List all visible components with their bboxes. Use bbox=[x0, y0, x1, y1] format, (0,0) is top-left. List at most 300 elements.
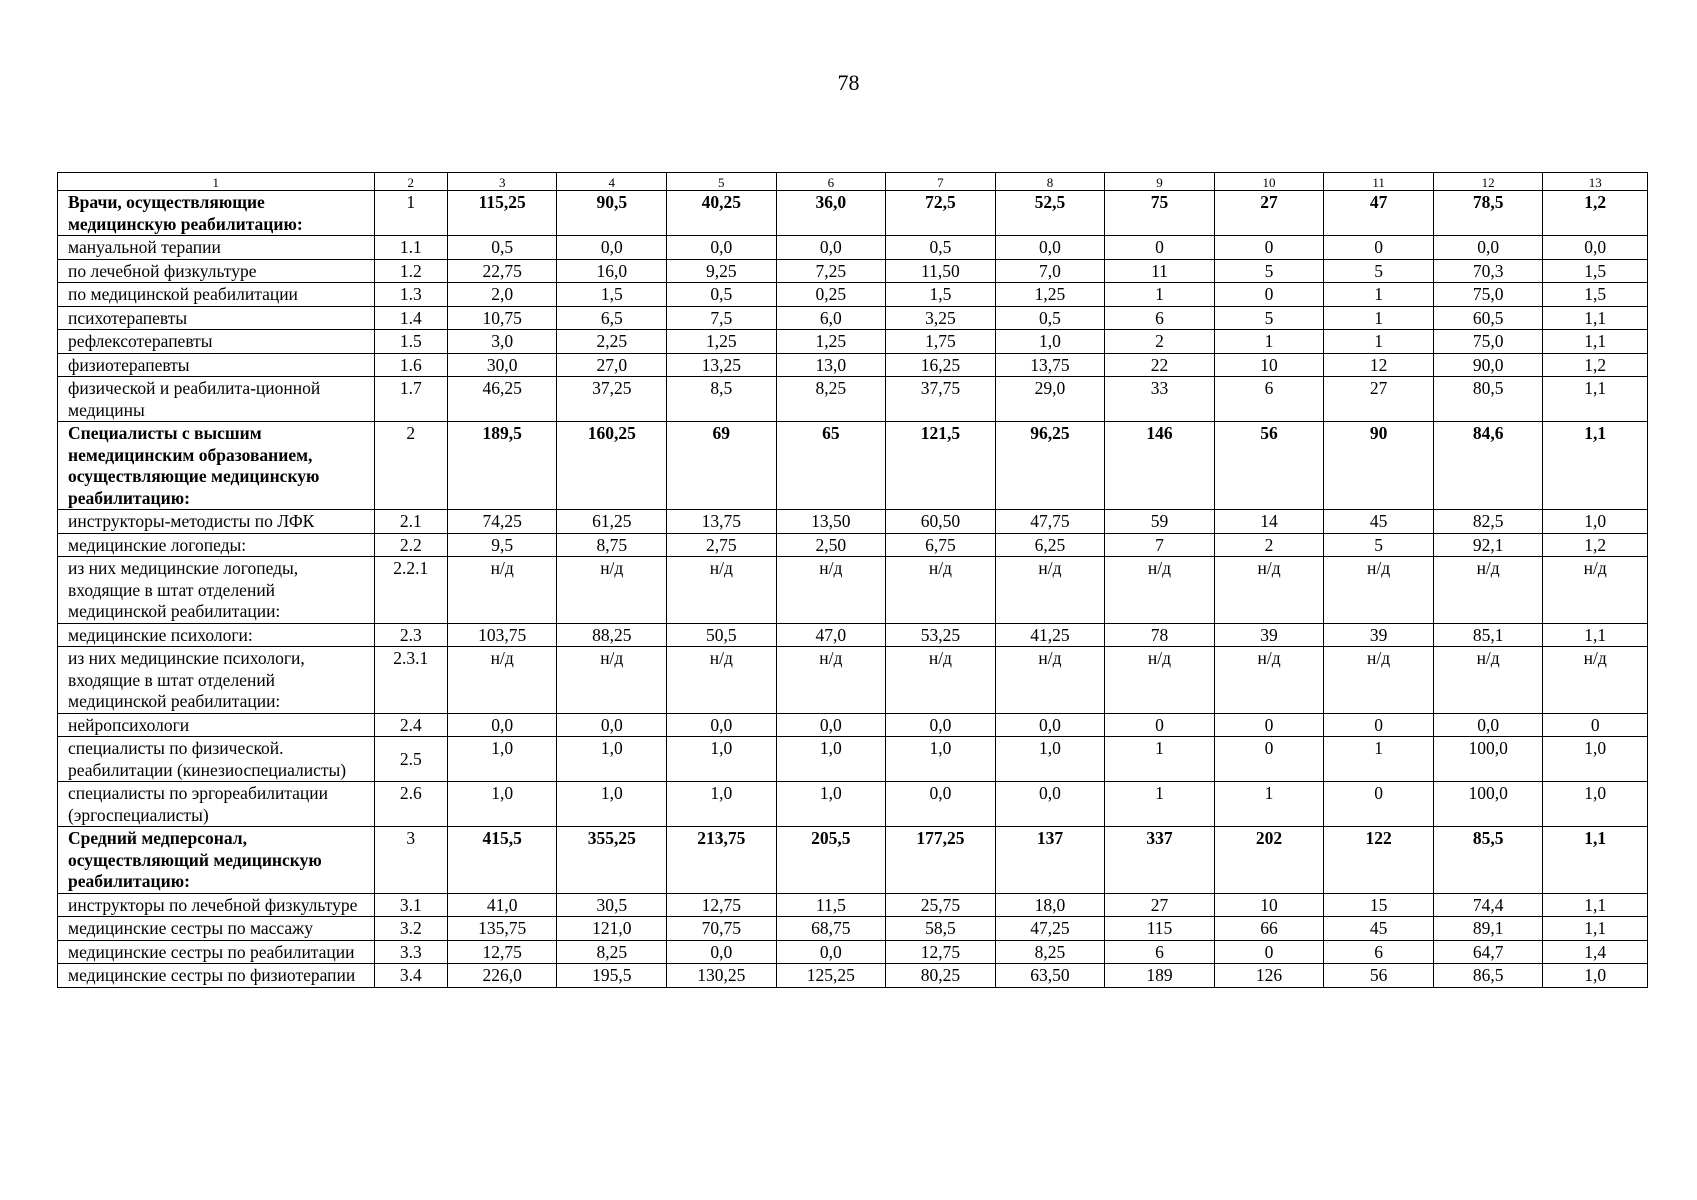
table-cell: 88,25 bbox=[557, 623, 667, 647]
table-cell: 30,5 bbox=[557, 893, 667, 917]
table-cell: 5 bbox=[1214, 259, 1324, 283]
table-cell: 0 bbox=[1214, 236, 1324, 260]
table-cell: 2,50 bbox=[776, 533, 886, 557]
table-cell: 8,75 bbox=[557, 533, 667, 557]
table-cell: 226,0 bbox=[447, 964, 557, 988]
table-cell: 0,0 bbox=[886, 782, 996, 827]
table-cell: 74,25 bbox=[447, 510, 557, 534]
table-cell: 5 bbox=[1324, 259, 1434, 283]
table-cell: 115 bbox=[1105, 917, 1215, 941]
table-cell: 89,1 bbox=[1433, 917, 1543, 941]
table-cell: 1,1 bbox=[1543, 422, 1648, 510]
table-cell: 1,75 bbox=[886, 330, 996, 354]
table-cell: 1,1 bbox=[1543, 306, 1648, 330]
row-name: Врачи, осуществляющие медицинскую реабилитацию: bbox=[58, 191, 375, 236]
table-cell: 1,0 bbox=[557, 737, 667, 782]
table-cell: 7 bbox=[1105, 533, 1215, 557]
table-cell: 0,25 bbox=[776, 283, 886, 307]
table-cell: 0,0 bbox=[776, 713, 886, 737]
table-cell: 27 bbox=[1214, 191, 1324, 236]
table-cell: 10 bbox=[1214, 353, 1324, 377]
row-code: 2.2.1 bbox=[374, 557, 447, 624]
table-cell: 0 bbox=[1543, 713, 1648, 737]
row-name: медицинские сестры по реабилитации bbox=[58, 940, 375, 964]
table-cell: 69 bbox=[667, 422, 777, 510]
table-cell: 27 bbox=[1105, 893, 1215, 917]
table-cell: 1,25 bbox=[776, 330, 886, 354]
table-cell: 6 bbox=[1105, 306, 1215, 330]
column-number: 1 bbox=[58, 173, 375, 191]
row-name: медицинские логопеды: bbox=[58, 533, 375, 557]
table-cell: 1,0 bbox=[1543, 737, 1648, 782]
table-cell: 18,0 bbox=[995, 893, 1105, 917]
table-cell: 6,25 bbox=[995, 533, 1105, 557]
staffing-table bbox=[57, 172, 1648, 988]
table-cell: 0,5 bbox=[667, 283, 777, 307]
row-name: специалисты по физической. реабилитации (кинезиоспециалисты) bbox=[58, 737, 375, 782]
table-cell: 61,25 bbox=[557, 510, 667, 534]
table-cell: 58,5 bbox=[886, 917, 996, 941]
table-cell: 47,0 bbox=[776, 623, 886, 647]
table-cell: 8,25 bbox=[995, 940, 1105, 964]
table-cell: 7,0 bbox=[995, 259, 1105, 283]
table-cell: 75,0 bbox=[1433, 283, 1543, 307]
table-row bbox=[58, 713, 1648, 737]
table-cell: 121,0 bbox=[557, 917, 667, 941]
table-cell: 7,25 bbox=[776, 259, 886, 283]
table-cell: 126 bbox=[1214, 964, 1324, 988]
table-cell: 0,0 bbox=[667, 713, 777, 737]
table-cell: 100,0 bbox=[1433, 737, 1543, 782]
table-cell: 45 bbox=[1324, 917, 1434, 941]
table-cell: 12 bbox=[1324, 353, 1434, 377]
table-cell: 202 bbox=[1214, 827, 1324, 894]
table-cell: 0 bbox=[1324, 236, 1434, 260]
row-code: 3 bbox=[374, 827, 447, 894]
table-cell: 115,25 bbox=[447, 191, 557, 236]
table-cell: 0,0 bbox=[557, 713, 667, 737]
table-cell: 1,0 bbox=[995, 330, 1105, 354]
table-cell: 2,75 bbox=[667, 533, 777, 557]
table-cell: 8,5 bbox=[667, 377, 777, 422]
table-cell: 1,0 bbox=[1543, 964, 1648, 988]
table-cell: 74,4 bbox=[1433, 893, 1543, 917]
table-cell: 1,0 bbox=[447, 782, 557, 827]
column-number: 10 bbox=[1214, 173, 1324, 191]
table-cell: 12,75 bbox=[447, 940, 557, 964]
table-cell: 63,50 bbox=[995, 964, 1105, 988]
table-cell: 60,5 bbox=[1433, 306, 1543, 330]
table-cell: 6,75 bbox=[886, 533, 996, 557]
table-cell: 65 bbox=[776, 422, 886, 510]
table-cell: 0,0 bbox=[557, 236, 667, 260]
column-number: 11 bbox=[1324, 173, 1434, 191]
table-cell: 56 bbox=[1324, 964, 1434, 988]
row-name: психотерапевты bbox=[58, 306, 375, 330]
table-cell: 60,50 bbox=[886, 510, 996, 534]
row-code: 1.7 bbox=[374, 377, 447, 422]
table-cell: н/д bbox=[1214, 647, 1324, 714]
table-cell: 12,75 bbox=[886, 940, 996, 964]
row-code: 3.1 bbox=[374, 893, 447, 917]
table-cell: н/д bbox=[995, 557, 1105, 624]
table-total-row bbox=[58, 191, 1648, 236]
table-cell: 14 bbox=[1214, 510, 1324, 534]
table-cell: 80,25 bbox=[886, 964, 996, 988]
column-number-row bbox=[58, 173, 1648, 191]
table-row bbox=[58, 330, 1648, 354]
table-cell: 130,25 bbox=[667, 964, 777, 988]
table-cell: 137 bbox=[995, 827, 1105, 894]
row-code: 3.2 bbox=[374, 917, 447, 941]
table-cell: 122 bbox=[1324, 827, 1434, 894]
table-cell: 56 bbox=[1214, 422, 1324, 510]
table-cell: 29,0 bbox=[995, 377, 1105, 422]
table-cell: 2,0 bbox=[447, 283, 557, 307]
table-cell: 1,5 bbox=[557, 283, 667, 307]
column-number: 5 bbox=[667, 173, 777, 191]
table-cell: 0 bbox=[1105, 236, 1215, 260]
table-cell: 52,5 bbox=[995, 191, 1105, 236]
table-total-row bbox=[58, 827, 1648, 894]
table-cell: 0 bbox=[1214, 737, 1324, 782]
table-cell: 135,75 bbox=[447, 917, 557, 941]
table-cell: 1,0 bbox=[776, 737, 886, 782]
table-cell: 1 bbox=[1105, 782, 1215, 827]
table-cell: н/д bbox=[557, 557, 667, 624]
table-cell: 355,25 bbox=[557, 827, 667, 894]
table-cell: 1 bbox=[1324, 330, 1434, 354]
row-name: Средний медперсонал, осуществляющий медицинскую реабилитацию: bbox=[58, 827, 375, 894]
table-cell: 11,5 bbox=[776, 893, 886, 917]
table-cell: 160,25 bbox=[557, 422, 667, 510]
table-cell: 1,0 bbox=[447, 737, 557, 782]
table-cell: 1 bbox=[1324, 306, 1434, 330]
table-row bbox=[58, 353, 1648, 377]
table-cell: 1,0 bbox=[667, 737, 777, 782]
table-cell: 7,5 bbox=[667, 306, 777, 330]
row-name: Специалисты с высшим немедицинским образованием, осуществляющие медицинскую реабилитацию: bbox=[58, 422, 375, 510]
row-code: 2.3.1 bbox=[374, 647, 447, 714]
table-cell: 1,0 bbox=[1543, 782, 1648, 827]
table-cell: 1 bbox=[1324, 283, 1434, 307]
table-cell: н/д bbox=[1433, 557, 1543, 624]
table-row bbox=[58, 623, 1648, 647]
table-cell: 0,0 bbox=[667, 236, 777, 260]
table-cell: 121,5 bbox=[886, 422, 996, 510]
table-cell: 8,25 bbox=[557, 940, 667, 964]
row-code: 2.5 bbox=[374, 737, 447, 782]
table-cell: 1,0 bbox=[557, 782, 667, 827]
table-cell: 13,75 bbox=[995, 353, 1105, 377]
table-row bbox=[58, 964, 1648, 988]
row-name: медицинские сестры по массажу bbox=[58, 917, 375, 941]
table-cell: 177,25 bbox=[886, 827, 996, 894]
table-cell: 1,2 bbox=[1543, 533, 1648, 557]
table-cell: 213,75 bbox=[667, 827, 777, 894]
table-cell: 195,5 bbox=[557, 964, 667, 988]
table-cell: 85,1 bbox=[1433, 623, 1543, 647]
table-cell: 13,75 bbox=[667, 510, 777, 534]
table-row bbox=[58, 306, 1648, 330]
table-cell: 13,25 bbox=[667, 353, 777, 377]
table-cell: 1,1 bbox=[1543, 330, 1648, 354]
table-cell: н/д bbox=[667, 647, 777, 714]
row-name: инструкторы по лечебной физкультуре bbox=[58, 893, 375, 917]
table-cell: 1,1 bbox=[1543, 893, 1648, 917]
table-cell: 5 bbox=[1324, 533, 1434, 557]
table-cell: 1,4 bbox=[1543, 940, 1648, 964]
table-cell: 0,0 bbox=[667, 940, 777, 964]
table-cell: 47,25 bbox=[995, 917, 1105, 941]
table-cell: 1,25 bbox=[667, 330, 777, 354]
table-cell: 75 bbox=[1105, 191, 1215, 236]
table-cell: н/д bbox=[995, 647, 1105, 714]
table-row bbox=[58, 893, 1648, 917]
column-number: 4 bbox=[557, 173, 667, 191]
row-name: медицинские сестры по физиотерапии bbox=[58, 964, 375, 988]
table-cell: 22,75 bbox=[447, 259, 557, 283]
table-cell: н/д bbox=[557, 647, 667, 714]
row-code: 2.1 bbox=[374, 510, 447, 534]
table-cell: 1,5 bbox=[1543, 283, 1648, 307]
table-cell: 16,25 bbox=[886, 353, 996, 377]
table-cell: 53,25 bbox=[886, 623, 996, 647]
table-cell: 9,25 bbox=[667, 259, 777, 283]
table-cell: 96,25 bbox=[995, 422, 1105, 510]
table-cell: 82,5 bbox=[1433, 510, 1543, 534]
table-row bbox=[58, 557, 1648, 624]
table-cell: 9,5 bbox=[447, 533, 557, 557]
table-cell: 1,0 bbox=[667, 782, 777, 827]
row-name: инструкторы-методисты по ЛФК bbox=[58, 510, 375, 534]
table-cell: 0,5 bbox=[995, 306, 1105, 330]
table-cell: 0 bbox=[1214, 940, 1324, 964]
table-cell: н/д bbox=[1105, 557, 1215, 624]
row-code: 1.2 bbox=[374, 259, 447, 283]
row-code: 2.4 bbox=[374, 713, 447, 737]
table-cell: 6 bbox=[1105, 940, 1215, 964]
table-cell: 1,1 bbox=[1543, 917, 1648, 941]
column-number: 8 bbox=[995, 173, 1105, 191]
table-cell: н/д bbox=[1543, 647, 1648, 714]
table-cell: 47,75 bbox=[995, 510, 1105, 534]
table-cell: 3,0 bbox=[447, 330, 557, 354]
table-cell: 72,5 bbox=[886, 191, 996, 236]
row-name: мануальной терапии bbox=[58, 236, 375, 260]
table-cell: 1,25 bbox=[995, 283, 1105, 307]
table-cell: 0,0 bbox=[995, 236, 1105, 260]
table-cell: 36,0 bbox=[776, 191, 886, 236]
table-cell: н/д bbox=[1214, 557, 1324, 624]
table-cell: 146 bbox=[1105, 422, 1215, 510]
table-cell: н/д bbox=[447, 647, 557, 714]
table-cell: 0,0 bbox=[447, 713, 557, 737]
table-row bbox=[58, 259, 1648, 283]
table-cell: 40,25 bbox=[667, 191, 777, 236]
table-cell: н/д bbox=[776, 557, 886, 624]
table-cell: 1 bbox=[1105, 283, 1215, 307]
table-cell: н/д bbox=[667, 557, 777, 624]
table-cell: 2 bbox=[1105, 330, 1215, 354]
table-cell: 92,1 bbox=[1433, 533, 1543, 557]
table-cell: н/д bbox=[776, 647, 886, 714]
table-cell: 125,25 bbox=[776, 964, 886, 988]
row-code: 1.4 bbox=[374, 306, 447, 330]
table-cell: 1,1 bbox=[1543, 623, 1648, 647]
table-cell: 41,25 bbox=[995, 623, 1105, 647]
table-cell: 0,0 bbox=[1433, 236, 1543, 260]
row-code: 2.2 bbox=[374, 533, 447, 557]
table-cell: 75,0 bbox=[1433, 330, 1543, 354]
table-cell: 0 bbox=[1214, 713, 1324, 737]
row-code: 1.5 bbox=[374, 330, 447, 354]
table-cell: 50,5 bbox=[667, 623, 777, 647]
table-cell: 85,5 bbox=[1433, 827, 1543, 894]
row-code: 2.6 bbox=[374, 782, 447, 827]
row-code: 1.3 bbox=[374, 283, 447, 307]
table-cell: 0,0 bbox=[776, 236, 886, 260]
table-cell: 46,25 bbox=[447, 377, 557, 422]
table-cell: 5 bbox=[1214, 306, 1324, 330]
row-name: медицинские психологи: bbox=[58, 623, 375, 647]
table-cell: 59 bbox=[1105, 510, 1215, 534]
table-cell: 70,3 bbox=[1433, 259, 1543, 283]
column-number: 12 bbox=[1433, 173, 1543, 191]
table-cell: 15 bbox=[1324, 893, 1434, 917]
table-cell: 0,0 bbox=[995, 782, 1105, 827]
row-name: из них медицинские логопеды, входящие в штат отделений медицинской реабилитации: bbox=[58, 557, 375, 624]
table-cell: 78,5 bbox=[1433, 191, 1543, 236]
table-cell: 84,6 bbox=[1433, 422, 1543, 510]
column-number: 7 bbox=[886, 173, 996, 191]
table-cell: 37,75 bbox=[886, 377, 996, 422]
table-cell: 0 bbox=[1324, 782, 1434, 827]
row-code: 2 bbox=[374, 422, 447, 510]
table-cell: 90,5 bbox=[557, 191, 667, 236]
table-cell: 6,5 bbox=[557, 306, 667, 330]
table-row bbox=[58, 940, 1648, 964]
row-code: 1.1 bbox=[374, 236, 447, 260]
row-name: физиотерапевты bbox=[58, 353, 375, 377]
table-cell: 27,0 bbox=[557, 353, 667, 377]
row-code: 1.6 bbox=[374, 353, 447, 377]
table-cell: 100,0 bbox=[1433, 782, 1543, 827]
table-cell: 10 bbox=[1214, 893, 1324, 917]
table-cell: 39 bbox=[1214, 623, 1324, 647]
table-cell: 1,0 bbox=[776, 782, 886, 827]
table-cell: 1,0 bbox=[995, 737, 1105, 782]
table-cell: н/д bbox=[1324, 647, 1434, 714]
table-cell: 1 bbox=[1105, 737, 1215, 782]
table-cell: 1,0 bbox=[886, 737, 996, 782]
table-cell: 1 bbox=[1214, 782, 1324, 827]
table-cell: 6 bbox=[1324, 940, 1434, 964]
table-cell: 41,0 bbox=[447, 893, 557, 917]
table-cell: 45 bbox=[1324, 510, 1434, 534]
table-cell: 33 bbox=[1105, 377, 1215, 422]
table-cell: 337 bbox=[1105, 827, 1215, 894]
row-name: по лечебной физкультуре bbox=[58, 259, 375, 283]
table-cell: 1,2 bbox=[1543, 191, 1648, 236]
row-name: по медицинской реабилитации bbox=[58, 283, 375, 307]
table-cell: 189 bbox=[1105, 964, 1215, 988]
row-name: из них медицинские психологи, входящие в штат отделений медицинской реабилитации: bbox=[58, 647, 375, 714]
table-cell: 0 bbox=[1214, 283, 1324, 307]
table-cell: 0,5 bbox=[447, 236, 557, 260]
table-row bbox=[58, 647, 1648, 714]
table-cell: 37,25 bbox=[557, 377, 667, 422]
table-cell: 1 bbox=[1214, 330, 1324, 354]
table-cell: 415,5 bbox=[447, 827, 557, 894]
table-cell: 22 bbox=[1105, 353, 1215, 377]
table-row bbox=[58, 782, 1648, 827]
table-cell: 0,0 bbox=[1543, 236, 1648, 260]
table-cell: 13,0 bbox=[776, 353, 886, 377]
table-cell: 11 bbox=[1105, 259, 1215, 283]
table-cell: н/д bbox=[1105, 647, 1215, 714]
row-code: 1 bbox=[374, 191, 447, 236]
row-name: специалисты по эргореабилитации (эргоспециалисты) bbox=[58, 782, 375, 827]
table-row bbox=[58, 283, 1648, 307]
table-cell: 3,25 bbox=[886, 306, 996, 330]
column-number: 3 bbox=[447, 173, 557, 191]
table-cell: 12,75 bbox=[667, 893, 777, 917]
row-code: 2.3 bbox=[374, 623, 447, 647]
table-cell: 0 bbox=[1105, 713, 1215, 737]
table-cell: 1 bbox=[1324, 737, 1434, 782]
table-cell: 1,2 bbox=[1543, 353, 1648, 377]
table-cell: 47 bbox=[1324, 191, 1434, 236]
table-cell: 27 bbox=[1324, 377, 1434, 422]
table-cell: н/д bbox=[1543, 557, 1648, 624]
table-row bbox=[58, 533, 1648, 557]
table-cell: 6 bbox=[1214, 377, 1324, 422]
table-cell: н/д bbox=[447, 557, 557, 624]
table-cell: 11,50 bbox=[886, 259, 996, 283]
table-cell: н/д bbox=[886, 647, 996, 714]
table-cell: 78 bbox=[1105, 623, 1215, 647]
table-cell: 6,0 bbox=[776, 306, 886, 330]
table-cell: н/д bbox=[886, 557, 996, 624]
column-number: 2 bbox=[374, 173, 447, 191]
table-cell: 0,0 bbox=[776, 940, 886, 964]
table-cell: 90,0 bbox=[1433, 353, 1543, 377]
column-number: 6 bbox=[776, 173, 886, 191]
table-cell: 39 bbox=[1324, 623, 1434, 647]
column-number: 9 bbox=[1105, 173, 1215, 191]
table-cell: 2,25 bbox=[557, 330, 667, 354]
row-code: 3.3 bbox=[374, 940, 447, 964]
table-cell: 1,5 bbox=[1543, 259, 1648, 283]
table-cell: 8,25 bbox=[776, 377, 886, 422]
table-cell: 64,7 bbox=[1433, 940, 1543, 964]
table-cell: 0,0 bbox=[886, 713, 996, 737]
table-cell: 16,0 bbox=[557, 259, 667, 283]
table-cell: 10,75 bbox=[447, 306, 557, 330]
table-cell: 25,75 bbox=[886, 893, 996, 917]
table-cell: н/д bbox=[1433, 647, 1543, 714]
table-cell: 103,75 bbox=[447, 623, 557, 647]
row-name: рефлексотерапевты bbox=[58, 330, 375, 354]
page-number: 78 bbox=[837, 70, 860, 95]
table-total-row bbox=[58, 422, 1648, 510]
table-cell: 1,1 bbox=[1543, 827, 1648, 894]
table-cell: 13,50 bbox=[776, 510, 886, 534]
table-cell: 0,0 bbox=[1433, 713, 1543, 737]
table-cell: 0,0 bbox=[995, 713, 1105, 737]
table-cell: 80,5 bbox=[1433, 377, 1543, 422]
